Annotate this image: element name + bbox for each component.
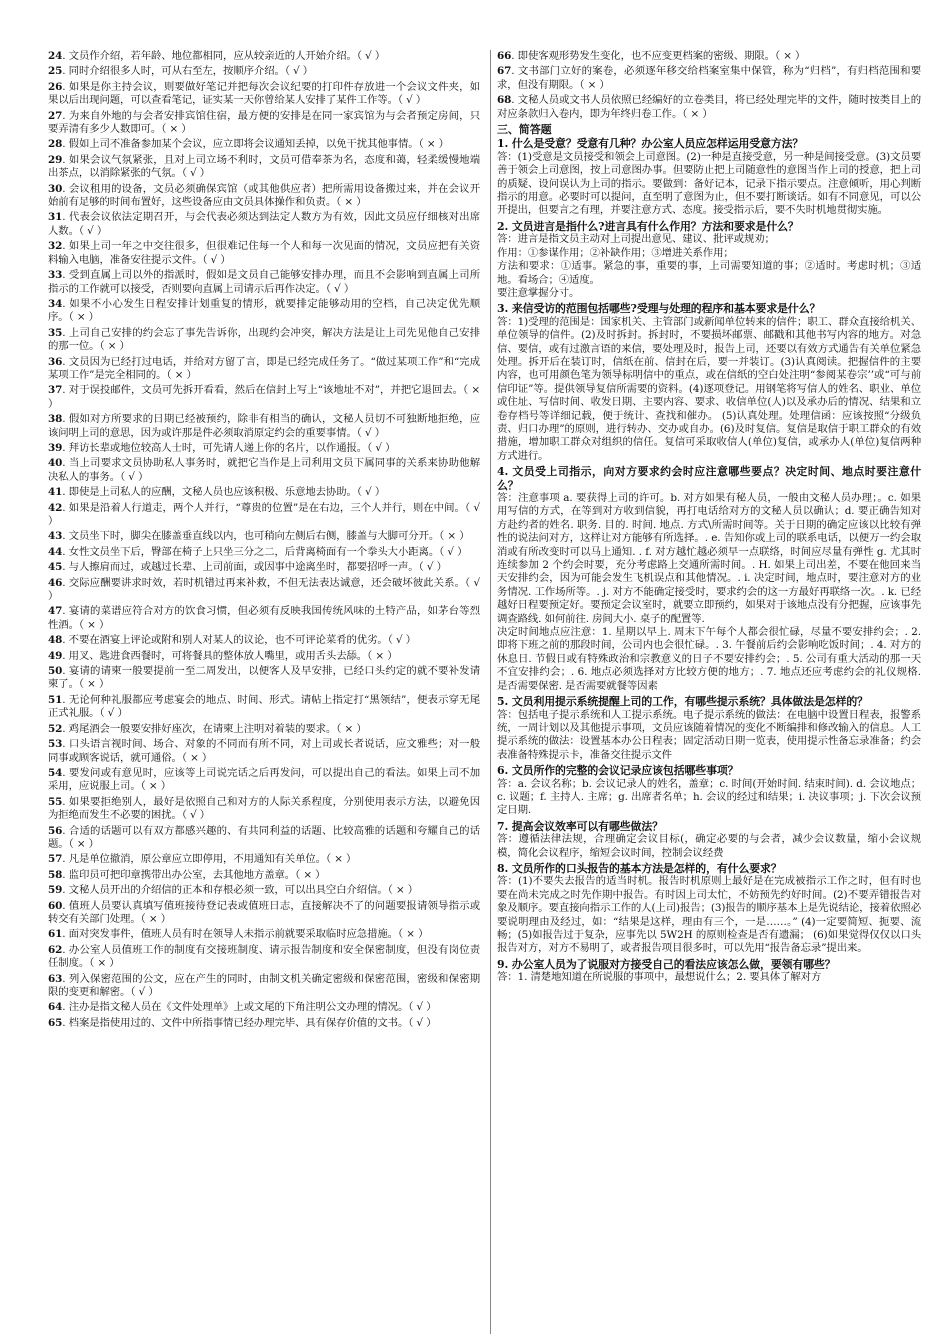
true-false-items-continued bbox=[497, 50, 921, 121]
question: 4. 文员受上司指示，向对方要求约会时应注意哪些要点？决定时间、地点时要注意什么？ bbox=[497, 465, 921, 492]
item-text: . 拜访长辈或地位较高人士时，可先请人递上你的名片，以作通报。（ √ ） bbox=[62, 441, 396, 454]
item-text: . 如果不小心发生日程安排计划重复的情形，就要排定能够动用的空档，自己决定优先顺序。（ × ） bbox=[48, 297, 480, 324]
item-text: . 档案是指使用过的、文件中所指事情已经办理完毕、具有保存价值的文书。（ √ ） bbox=[62, 1016, 437, 1029]
answer: 答：(1)不要失去报告的适当时机。报告时机原则上最好是在完成被指示工作之时，但有时也要在尚未完成之时先作期中报告。有时因上司太忙，不妨预先约好时间。(2)不要弄错报告对象及顺序。要直接向指示工作的人(上司)报告；(3)报告的顺序基本上是先说结论，接着依照必要说明理由及经过，如：“结果是这样，理由有三个，一是……。” (4)一定要简短、扼要、流畅；(5)如报告过于复杂，应事先以 5W2H 的原则检查是否有遗漏； (6)如果觉得仅仅以口头报告对方，对方不易明了，或者报告项目很多时，可以先用“报告备忘录”提出来。 bbox=[497, 875, 921, 955]
answer: 答：1. 清楚地知道在所说服的事项中，最想说什么；2. 要具体了解对方 bbox=[497, 971, 822, 984]
item-number: 37 bbox=[48, 384, 63, 397]
item-number: 63 bbox=[48, 972, 63, 985]
item-number: 54 bbox=[48, 766, 63, 779]
item-number: 42 bbox=[48, 501, 63, 514]
judgment-item bbox=[48, 546, 480, 559]
judgment-item bbox=[48, 944, 480, 971]
judgment-item bbox=[48, 442, 480, 455]
answer: 答：包括电子提示系统和人工提示系统。电子提示系统的做法：在电脑中设置日程表，报警系统，一周计划以及其他提示事项，文员应该随着情况的变化不断编排和修改输入的信息。人工提示系统的做法：设置基本办公日程表；固定活动日期一览表，使用提示性备忘录准备；约会表准备特殊提示卡，准备交往提示文件 bbox=[497, 708, 921, 761]
item-number: 34 bbox=[48, 297, 63, 310]
item-number: 31 bbox=[48, 211, 63, 224]
item-text: . 同时介绍很多人时，可从右至左，按顺序介绍。（ √ ） bbox=[62, 65, 314, 78]
item-text: . 用叉、匙进食西餐时，可将餐具的整体放人嘴里，或用舌头去舔。（ × ） bbox=[62, 649, 398, 662]
judgment-item bbox=[48, 825, 480, 852]
answer: 答：(1)受意是文员接受和领会上司意图。(2)一种是直接受意，另一种是间接受意。(3)文员要善于领会上司意图，按上司意图办事。但要防止把上司随意性的意图当作上司的授意，把上司的质疑、设问误认为上司的指示。要做到：备好记本，记录下指示要点。注意倾听，用心判断指示的用意。必要时可以提问，直至明了意图为止，但不要打断谈话。如有不同意见，可以公开提出，但要言之有理，并要注意方式、态度。接受指示后，要不失时机地贯彻实施。 bbox=[497, 150, 921, 217]
item-number: 38 bbox=[48, 413, 63, 426]
item-number: 28 bbox=[48, 138, 63, 151]
item-text: . 列入保密范围的公文，应在产生的同时，由制文机关确定密级和保密范围，密级和保密期限的变更和解密。（ √ ） bbox=[48, 972, 480, 998]
item-text: . 文秘人员开出的介绍信的正本和存根必须一致，可以出具空白介绍信。（ × ） bbox=[62, 884, 419, 897]
judgment-item bbox=[48, 928, 480, 941]
item-text: . 文秘人员或文书人员依照已经编好的立卷类目，将已经处理完毕的文件，随时按类目上的对应条款归入卷内，即为年终归卷工作。（ × ） bbox=[497, 94, 921, 120]
item-number: 68 bbox=[497, 94, 512, 107]
judgment-item bbox=[48, 240, 480, 267]
item-number: 57 bbox=[48, 853, 63, 866]
item-text: . 为来自外地的与会者安排宾馆住宿，最方便的安排是在同一家宾馆为与会者预定房间，只要弄清有多少人数即可。（ × ） bbox=[48, 109, 480, 136]
item-text: . 口头语言视时间、场合、对象的不同而有所不同，对上司或长者说话，应文雅些；对一般同事或顾客说话，就可通俗。（ × ） bbox=[48, 738, 480, 764]
item-number: 47 bbox=[48, 605, 63, 618]
judgment-item bbox=[48, 1017, 480, 1030]
item-text: . 无论何种礼服都应考虑宴会的地点、时间、形式。请帖上指定打“黑领结”，便表示穿无尾正式礼服。（ √ ） bbox=[48, 693, 480, 720]
item-number: 61 bbox=[48, 928, 63, 941]
question: 3. 来信受访的范围包括哪些?受理与处理的程序和基本要求是什么？ bbox=[497, 302, 821, 316]
item-number: 25 bbox=[48, 65, 63, 78]
judgment-item bbox=[48, 502, 480, 529]
judgment-item bbox=[48, 561, 480, 574]
item-number: 39 bbox=[48, 441, 63, 454]
item-text: . 面对突发事件，值班人员有时在领导人未指示前就要采取临时应急措施。（ × ） bbox=[62, 928, 429, 941]
item-text: . 假如上司不准备参加某个会议，应立即将会议通知丢掉，以免干扰其他事情。（ × ） bbox=[62, 138, 449, 151]
item-number: 55 bbox=[48, 795, 63, 808]
item-number: 51 bbox=[48, 693, 63, 706]
left-column bbox=[48, 50, 480, 1334]
section-title: 三、简答题 bbox=[497, 123, 552, 137]
item-number: 45 bbox=[48, 561, 63, 574]
judgment-item bbox=[48, 605, 480, 632]
item-text: . 文员作介绍，若年龄、地位都相同，应从较亲近的人开始介绍。（ √ ） bbox=[62, 50, 386, 62]
item-number: 32 bbox=[48, 240, 63, 253]
judgment-item bbox=[48, 413, 480, 440]
judgment-item bbox=[48, 81, 480, 108]
judgment-item bbox=[48, 973, 480, 1000]
item-text: . 对于误投邮件，文员可先拆开看看，然后在信封上写上“该地址不对”，并把它退回去。（ × ） bbox=[48, 384, 480, 410]
question: 5. 文员利用提示系统提醒上司的工作，有哪些提示系统？具体做法是怎样的？ bbox=[497, 695, 868, 709]
judgment-item bbox=[48, 767, 480, 794]
item-number: 62 bbox=[48, 943, 63, 956]
judgment-item bbox=[48, 884, 480, 897]
item-text: . 如果会议气氛紧张，且对上司立场不利时，文员可借奉茶为名，态度和蔼，轻柔缓慢地端出茶点，以消除紧张的气氛。（ √ ） bbox=[48, 153, 480, 180]
item-number: 26 bbox=[48, 80, 63, 93]
item-number: 40 bbox=[48, 457, 63, 470]
judgment-item bbox=[48, 738, 480, 765]
item-text: . 当上司要求文员协助私人事务时，就把它当作是上司利用文员下属同事的关系来协助他解决私人的事务。（ √ ） bbox=[48, 457, 480, 483]
judgment-item bbox=[48, 694, 480, 721]
item-text: . 办公室人员值班工作的制度有交接班制度、请示报告制度和安全保密制度，但没有岗位责任制度。（ × ） bbox=[48, 943, 480, 970]
item-number: 48 bbox=[48, 634, 63, 647]
judgment-item bbox=[48, 1001, 480, 1014]
item-text: . 与人擦肩而过，或越过长辈、上司前面，或因事中途离坐时，都要招呼一声。（ √ ） bbox=[62, 561, 447, 574]
short-answer-list bbox=[497, 137, 921, 984]
answer: 答：遵循法律法规，合理确定会议目标(，确定必要的与会者，减少会议数量，缩小会议规模，简化会议程序，缩短会议时间，控制会议经费 bbox=[497, 833, 921, 859]
item-text: . 监印员可把印章携带出办公室，去其他地方盖章。（ × ） bbox=[62, 868, 326, 881]
item-text: . 文书部门立好的案卷，必须逐年移交给档案室集中保管，称为“归档”，有归档范围和要求，但没有期限。（ × ） bbox=[497, 65, 921, 91]
item-text: . 受到直属上司以外的指派时，假如是文员自己能够安排办理，而且不会影响到直属上司所指示的工作就可以接受，否则要向直属上司请示后再作决定。（ √ ） bbox=[48, 269, 480, 295]
judgment-item bbox=[48, 900, 480, 927]
judgment-item bbox=[48, 634, 480, 647]
item-text: . 如果是沿着人行道走，两个人并行，“尊贵的位置”是在右边，三个人并行，则在中间。（ √ ） bbox=[48, 501, 480, 527]
judgment-item bbox=[48, 796, 480, 823]
answer: 答：进言是指文员主动对上司提出意见、建议、批评或规劝； 作用：①参谋作用；②补缺作用；③增进关系作用； 方法和要求：①适事。紧急的事，重要的事，上司需要知道的事；②适时。考虑时机；③适地。看场合；④适度。 要注意掌握分寸。 bbox=[497, 233, 921, 299]
item-number: 64 bbox=[48, 1001, 63, 1014]
judgment-item bbox=[48, 298, 480, 325]
judgment-item bbox=[48, 327, 480, 354]
question: 7. 提高会议效率可以有哪些做法？ bbox=[497, 819, 663, 833]
item-text: . 假如对方所要求的日期已经被预约，除非有相当的确认，文秘人员切不可独断地拒绝，应该问明上司的意思，因为或许那是件必须取消原定约会的重要事情。（ √ ） bbox=[48, 413, 480, 439]
item-text: . 宴请的请柬一般要提前一至二周发出，以便客人及早安排，已经口头约定的就不要补发请柬了。（ × ） bbox=[48, 665, 480, 691]
item-text: . 要发问或有意见时，应该等上司说完话之后再发问，可以提出自己的看法。如果上司不加采用，应说服上司。（ × ） bbox=[48, 766, 480, 793]
item-number: 49 bbox=[48, 649, 63, 662]
item-number: 66 bbox=[497, 50, 512, 62]
question: 8. 文员所作的口头报告的基本方法是怎样的，有什么要求？ bbox=[497, 861, 782, 875]
judgment-item bbox=[48, 154, 480, 181]
item-text: . 鸡尾酒会一般要安排好座次，在请柬上注明对着装的要求。（ × ） bbox=[62, 722, 367, 735]
item-number: 27 bbox=[48, 109, 63, 122]
judgment-item bbox=[48, 650, 480, 663]
item-text: . 宴请的菜谱应符合对方的饮食习惯，但必须有反映我国传统风味的土特产品，如茅台等烈性酒。（ × ） bbox=[48, 605, 480, 631]
item-number: 59 bbox=[48, 884, 63, 897]
item-number: 58 bbox=[48, 868, 63, 881]
item-text: . 不要在酒宴上评论或附和别人对某人的议论，也不可评论菜肴的优劣。（ √ ） bbox=[62, 634, 416, 647]
item-number: 29 bbox=[48, 153, 63, 166]
item-number: 46 bbox=[48, 576, 63, 589]
item-number: 43 bbox=[48, 530, 63, 543]
item-number: 24 bbox=[48, 50, 63, 62]
question: 6. 文员所作的完整的会议记录应该包括哪些事项？ bbox=[497, 764, 739, 778]
item-number: 53 bbox=[48, 738, 63, 751]
judgment-item bbox=[48, 356, 480, 383]
item-text: . 值班人员要认真填写值班接待登记表或值班日志，直接解决不了的问题要报请领导指示或转交有关部门处理。（ × ） bbox=[48, 899, 480, 925]
judgment-item bbox=[497, 65, 921, 92]
item-text: . 女性文员坐下后，臀部在椅子上只坐三分之二，后背离椅面有一个拳头大小距离。（ √ ） bbox=[62, 545, 468, 558]
item-text: . 如果要拒绝别人，最好是依照自己和对方的人际关系程度，分别使用表示方法，以避免因为拒绝而发生不必要的困扰。（ √ ） bbox=[48, 795, 480, 822]
item-number: 41 bbox=[48, 486, 63, 499]
judgment-item bbox=[497, 50, 921, 63]
judgment-item bbox=[48, 65, 480, 78]
item-number: 35 bbox=[48, 326, 63, 339]
judgment-item bbox=[497, 94, 921, 121]
item-number: 65 bbox=[48, 1016, 63, 1029]
item-text: . 如果上司一年之中交往很多，但很难记住每一个人和每一次见面的情况，文员应把有关资料输入电脑，准备安往提示文件。（ √ ） bbox=[48, 240, 480, 266]
answer: 答：a. 会议名称；b. 会议记录人的姓名，盖章；c. 时间(开始时间. 结束时间). d. 会议地点；c. 议题；f. 主持人. 主席；g. 出席者名单；h. 会议的经过和结果；i. 决议事项；j. 下次会议预定日期. bbox=[497, 777, 921, 817]
item-number: 56 bbox=[48, 824, 63, 837]
judgment-item bbox=[48, 457, 480, 484]
judgment-item bbox=[48, 384, 480, 411]
judgment-item bbox=[48, 665, 480, 692]
question: 1. 什么是受意？受意有几种？办公室人员应怎样运用受意方法？ bbox=[497, 137, 804, 151]
item-number: 50 bbox=[48, 665, 63, 678]
judgment-item bbox=[48, 211, 480, 238]
judgment-item bbox=[48, 269, 480, 296]
item-number: 30 bbox=[48, 182, 63, 195]
judgment-item bbox=[48, 577, 480, 604]
item-text: . 合适的话题可以有双方都感兴趣的、有共同利益的话题、比较高雅的话题和夸耀自己的话题。（ × ） bbox=[48, 824, 480, 850]
item-number: 67 bbox=[497, 65, 512, 78]
item-text: . 如果是你主持会议，则要做好笔记并把每次会议纪要的打印件存放进一个会议文件夹，如果以后出现问题，可以查看笔记，证实某一天你曾给某人安排了某件工作等。（ √ ） bbox=[48, 80, 480, 107]
judgment-item bbox=[48, 138, 480, 151]
right-column bbox=[490, 50, 921, 1334]
question: 9. 办公室人员为了说服对方接受自己的看法应该怎么做，要领有哪些？ bbox=[497, 957, 836, 971]
item-text: . 会议租用的设备，文员必须确保宾馆（或其他供应者）把所需用设备搬过来，并在会议开始前有足够的时间布置好，这些设备应由文员具体操作和负责。（ × ） bbox=[48, 182, 480, 209]
judgment-item bbox=[48, 183, 480, 210]
item-number: 36 bbox=[48, 355, 63, 368]
item-number: 52 bbox=[48, 722, 63, 735]
judgment-item bbox=[48, 110, 480, 137]
item-number: 33 bbox=[48, 269, 63, 282]
item-text: . 即使客观形势发生变化，也不应变更档案的密级、期限。（ × ） bbox=[511, 50, 806, 62]
item-number: 60 bbox=[48, 899, 63, 912]
item-text: . 凡是单位撤消，原公章应立即停用，不用通知有关单位。（ × ） bbox=[62, 853, 357, 866]
question: 2. 文员进言是指什么?进言具有什么作用？方法和要求是什么？ bbox=[497, 219, 799, 233]
judgment-item bbox=[48, 50, 480, 63]
item-text: . 文员坐下时，脚尖在膝盖垂直线以内，也可稍向左侧后右侧，膝盖与大脚可分开。（ × ） bbox=[62, 530, 470, 543]
judgment-item bbox=[48, 486, 480, 499]
item-text: . 上司自己安排的约会忘了事先告诉你，出现约会冲突，解决方法是让上司先见他自己安排的那一位。（ × ） bbox=[48, 326, 480, 353]
item-text: . 即使是上司私人的应酬，文秘人员也应该积极、乐意地去协助。（ √ ） bbox=[62, 486, 386, 499]
answer: 答：注意事项 a. 要获得上司的许可。b. 对方如果有秘人员，一般由文秘人员办理；。c. 如果用写信的方式，在等到对方收到信貌，再打电话给对方的文秘人员以确认；d. 要正确告知对方赴约者的姓名. 职务. 目的. 时间. 地点. 方式\所需时间等。关于日期的确定应该以比较有弹性的说法问对方，这样让对方能够有所选择。. e. 告知你或上司的联系电话，以便万一约会取消或有所改变时可以马上通知. . f. 对方越忙越必须早一点联络，时间应尽量有弹性 g. 尤其时连续参加 2 个约会时要，充分考虑路上交通所需时间。. H. 如果上司出差，不要在他回来当天安排约会，因为可能会发生飞机误点和其他情况。. i. 决定时间，地点时，要注意对方的业务情况. 工作场所等。. j. 对方不能确定接受时，要求约会的这一方最好再联络一次。. k. 已经越好日程要预定好。要预定会议室时，就要立即预约，如果对于该地点没有分把握，应该事先调查路线. 如何前往. 房间大小. 桌子的配置等. 决定时间地点应注意：1. 星期以早上. 周末下午每个人都会很忙碌，尽量不要安排约会；. 2. 即将下班之前的那段时间，公司内也会很忙碌。. 3. 午餐前后约会影响吃饭时间；. 4. 对方的休息日. 节假日或有特殊政治和宗教意义的日子不要安排约会；. 5. 公司有重大活动的那一天不宜安排约会；. 6. 地点必须选择对方比较方便的地方；. 7. 地点还应考虑约会的礼仪规格. 是否需要保密. 是否需要就餐等因素 bbox=[497, 492, 921, 692]
judgment-item bbox=[48, 530, 480, 543]
item-text: . 交际应酬要讲求时效，若时机错过再来补救，不但无法表达诚意，还会破坏彼此关系。（ √ ） bbox=[48, 576, 480, 603]
item-text: . 代表会议依法定期召开，与会代表必须达到法定人数方为有效，因此文员应仔细核对出席人数。（ √ ） bbox=[48, 211, 480, 237]
judgment-item bbox=[48, 723, 480, 736]
judgment-item bbox=[48, 853, 480, 866]
item-text: . 文员因为已经打过电话，并给对方留了言，即是已经完成任务了。“做过某项工作”和“完成某项工作”是完全相同的。（ × ） bbox=[48, 355, 480, 381]
judgment-item bbox=[48, 869, 480, 882]
answer: 答：1)受理的范围是：国家机关、主管部门或新闻单位转来的信件；职工、群众直接给机关、单位领导的信件。(2)及时拆封。拆封时，不要损坏邮票、邮戳和其他书写内容的地方。对急信、要信，或有过激言语的来信，要处理及时，报告上司，还要以有效方式通告有关单位紧急处理。拆开后在装订时，信纸在前、信封在后，要一并装订。(3)认真阅读。把握信件的主要内容，也可用颜色笔为领导标明信中的重点，或在信纸的空白处注明“参阅某卷宗’’或“可与前信印证”等。提供领导复信所需要的资料。(4)逐项登记。用钢笔将写信人的姓名、职业、单位或住址、写信时间、收发日期、主要内容、要求、收信单位(人)以及承办后的情况、结果和立卷存档号等详细记载，便于统计、查找和催办。 (5)认真处理。处理信函：应该按照“分级负责、归口办理”的原则，进行转办、交办或自办。(6)及时复信。复信是取信于职工群众的有效措施，增加职工群众对组织的信任。复信可采取收信人(单位)复信，或承办人(单位)复信两种方式进行。 bbox=[497, 315, 921, 462]
item-text: . 注办是指文秘人员在《文件处理单》上或文尾的下角注明公文办理的情况。（ √ ） bbox=[62, 1001, 437, 1014]
item-number: 44 bbox=[48, 545, 63, 558]
